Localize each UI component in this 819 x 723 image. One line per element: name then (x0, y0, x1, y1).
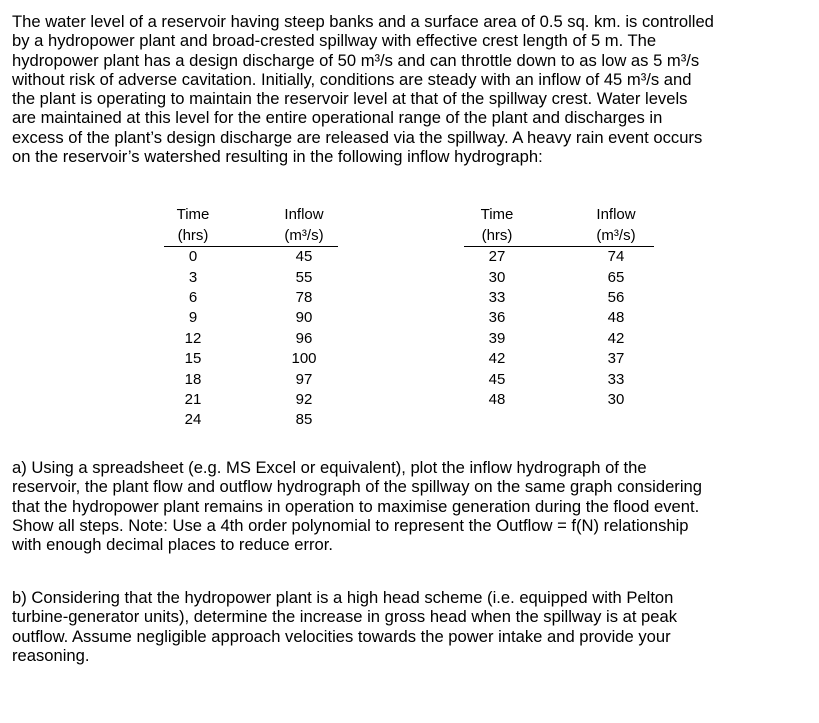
table-row (464, 369, 654, 389)
time-cell: 24 (184, 411, 202, 429)
inflow-cell: 42 (607, 329, 625, 347)
header-time: Time (480, 205, 514, 223)
text-line: turbine-generator units), determine the increase in gross head when the spillway is at peak (12, 607, 678, 627)
text-line: b) Considering that the hydropower plant is a high head scheme (i.e. equipped with Pelton (12, 588, 674, 607)
units-time: (hrs) (464, 225, 530, 247)
inflow-cell: 74 (607, 248, 625, 266)
text-line: reasoning. (12, 645, 90, 665)
question-part-a (12, 458, 802, 554)
table-row (164, 410, 338, 430)
problem-statement (12, 12, 802, 166)
table-row (164, 267, 338, 287)
time-cell: 12 (184, 329, 202, 347)
text-line: hydropower plant has a design discharge of 50 m³/s and can throttle down to as low as 5 m³/s (12, 50, 700, 70)
inflow-cell: 56 (607, 288, 625, 306)
text-line: The water level of a reservoir having steep banks and a surface area of 0.5 sq. km. is controlled (12, 12, 714, 31)
text-line: a) Using a spreadsheet (e.g. MS Excel or equivalent), plot the inflow hydrograph of the (12, 458, 647, 477)
units-inflow: (m³/s) (578, 225, 654, 247)
time-cell: 9 (188, 309, 198, 327)
table-header-row (464, 204, 654, 225)
time-cell: 15 (184, 350, 202, 368)
inflow-cell: 65 (607, 268, 625, 286)
table-units-row (164, 225, 338, 247)
text-line: are maintained at this level for the entire operational range of the plant and discharges in (12, 108, 663, 128)
text-line: reservoir, the plant flow and outflow hydrograph of the spillway on the same graph considering (12, 477, 702, 497)
inflow-cell: 92 (295, 390, 313, 408)
text-line: Show all steps. Note: Use a 4th order polynomial to represent the Outflow = f(N) relationship (12, 515, 689, 535)
table-row (164, 329, 338, 349)
inflow-cell: 85 (295, 411, 313, 429)
time-cell: 18 (184, 370, 202, 388)
header-inflow: Inflow (596, 205, 636, 223)
inflow-cell: 45 (295, 248, 313, 266)
text-line: without risk of adverse cavitation. Initially, conditions are steady with an inflow of 45 m³/s and (12, 69, 692, 89)
text-line: the plant is operating to maintain the reservoir level at that of the spillway crest. Water levels (12, 89, 688, 109)
time-cell: 3 (188, 268, 198, 286)
inflow-cell: 100 (291, 350, 317, 368)
inflow-cell: 97 (295, 370, 313, 388)
time-cell: 42 (488, 350, 506, 368)
inflow-cell: 96 (295, 329, 313, 347)
inflow-cell: 48 (607, 309, 625, 327)
inflow-table-right (464, 204, 654, 410)
time-cell: 21 (184, 390, 202, 408)
table-row (164, 247, 338, 268)
inflow-table-left (164, 204, 338, 431)
units-time: (hrs) (164, 225, 222, 247)
text-line: with enough decimal places to reduce error. (12, 535, 333, 555)
table-row (164, 390, 338, 410)
inflow-cell: 37 (607, 350, 625, 368)
time-cell: 27 (488, 248, 506, 266)
time-cell: 33 (488, 288, 506, 306)
time-cell: 6 (188, 288, 198, 306)
table-row (464, 329, 654, 349)
table-row (164, 308, 338, 328)
table-row (464, 390, 654, 410)
table-row (464, 308, 654, 328)
time-cell: 45 (488, 370, 506, 388)
text-line: by a hydropower plant and broad-crested spillway with effective crest length of 5 m. The (12, 31, 657, 51)
text-line: on the reservoir’s watershed resulting in the following inflow hydrograph: (12, 147, 543, 167)
table-header-row (164, 204, 338, 225)
table-row (464, 267, 654, 287)
inflow-cell: 78 (295, 288, 313, 306)
inflow-cell: 90 (295, 309, 313, 327)
inflow-cell: 30 (607, 390, 625, 408)
text-line: outflow. Assume negligible approach velocities towards the power intake and provide your (12, 626, 671, 646)
table-row (464, 247, 654, 268)
table-row (164, 288, 338, 308)
inflow-cell: 33 (607, 370, 625, 388)
header-time: Time (176, 205, 210, 223)
table-row (464, 349, 654, 369)
time-cell: 36 (488, 309, 506, 327)
inflow-cell: 55 (295, 268, 313, 286)
table-row (464, 288, 654, 308)
header-inflow: Inflow (284, 205, 324, 223)
time-cell: 0 (188, 248, 198, 266)
table-row (164, 349, 338, 369)
table-row (164, 369, 338, 389)
text-line: excess of the plant’s design discharge are released via the spillway. A heavy rain event occurs (12, 127, 703, 147)
units-inflow: (m³/s) (270, 225, 338, 247)
time-cell: 30 (488, 268, 506, 286)
question-part-b (12, 588, 802, 665)
table-units-row (464, 225, 654, 247)
time-cell: 48 (488, 390, 506, 408)
text-line: that the hydropower plant remains in operation to maximise generation during the flood event. (12, 496, 700, 516)
time-cell: 39 (488, 329, 506, 347)
